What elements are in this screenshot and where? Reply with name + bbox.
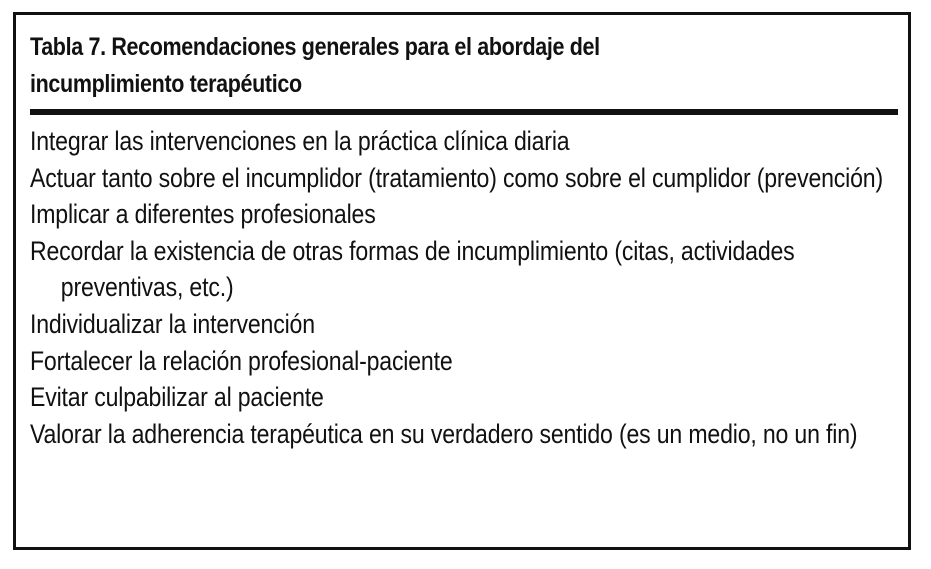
list-item: Valorar la adherencia terapéutica en su verdadero sentido (es un medio, no un fin) [30, 418, 858, 449]
list-item: Implicar a diferentes profesionales [30, 199, 376, 230]
table-title-line-1: Tabla 7. Recomendaciones generales para el abordaje del [30, 33, 600, 61]
list-item: Actuar tanto sobre el incumplidor (tratamiento) como sobre el cumplidor (prevención) [30, 162, 883, 193]
recommendations-list [30, 123, 894, 452]
table-title [30, 29, 752, 103]
recommendations-table [13, 12, 911, 550]
list-item: Individualizar la intervención [30, 308, 315, 339]
list-item: Evitar culpabilizar al paciente [30, 382, 324, 413]
table-title-line-2: incumplimiento terapéutico [30, 70, 302, 98]
list-item: Integrar las intervenciones en la práctica clínica diaria [30, 126, 570, 156]
list-item: Recordar la existencia de otras formas de incumplimiento (citas, actividades preventivas, etc.) [30, 235, 795, 303]
list-item: Fortalecer la relación profesional-paciente [30, 345, 453, 376]
title-divider [30, 109, 898, 115]
